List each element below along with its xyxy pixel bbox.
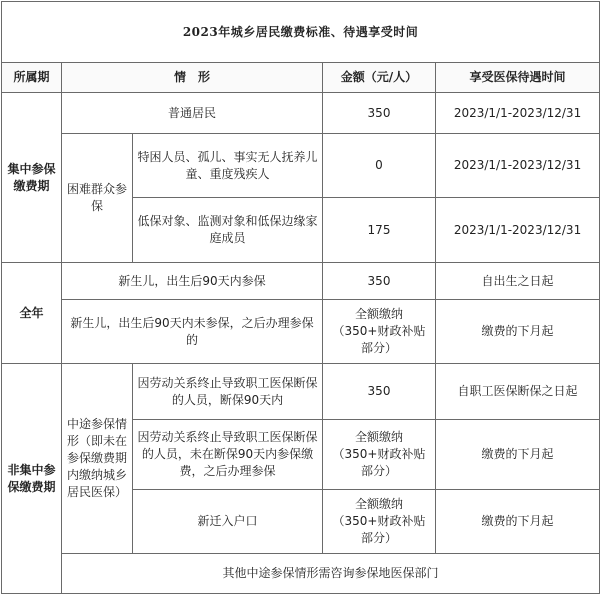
amount-cell: 350: [323, 364, 436, 420]
amount-cell: 0: [323, 134, 436, 198]
fee-standard-document: [1, 1, 599, 599]
period-nonconcentrated: 非集中参保缴费期: [2, 364, 62, 594]
time-cell: 2023/1/1-2023/12/31: [436, 93, 600, 134]
table-row: [2, 364, 600, 420]
amount-cell: 350: [323, 263, 436, 300]
table-row: [2, 134, 600, 198]
situation-cell: 因劳动关系终止导致职工医保断保的人员，未在断保90天内参保缴费，之后办理参保: [133, 420, 323, 490]
time-cell: 缴费的下月起: [436, 300, 600, 364]
time-cell: 缴费的下月起: [436, 420, 600, 490]
table-row: [2, 300, 600, 364]
time-cell: 2023/1/1-2023/12/31: [436, 134, 600, 198]
time-cell: 自出生之日起: [436, 263, 600, 300]
header-row: [2, 63, 600, 93]
other-note: 其他中途参保情形需咨询参保地医保部门: [62, 554, 600, 594]
amount-cell: 全额缴纳（350+财政补贴部分）: [323, 420, 436, 490]
situation-cell: 新生儿，出生后90天内未参保，之后办理参保的: [62, 300, 323, 364]
table-row: [2, 554, 600, 594]
hardship-label: 困难群众参保: [62, 134, 133, 263]
amount-cell: 175: [323, 198, 436, 263]
time-cell: 缴费的下月起: [436, 490, 600, 554]
situation-cell: 新迁入户口: [133, 490, 323, 554]
midway-label: 中途参保情形（即未在参保缴费期内缴纳城乡居民医保）: [62, 364, 133, 554]
table-row: [2, 93, 600, 134]
header-situation: 情 形: [62, 63, 323, 93]
period-fullyear: 全年: [2, 263, 62, 364]
header-time: 享受医保待遇时间: [436, 63, 600, 93]
amount-cell: 全额缴纳（350+财政补贴部分）: [323, 490, 436, 554]
situation-cell: 特困人员、孤儿、事实无人抚养儿童、重度残疾人: [133, 134, 323, 198]
time-cell: 自职工医保断保之日起: [436, 364, 600, 420]
situation-cell: 因劳动关系终止导致职工医保断保的人员，断保90天内: [133, 364, 323, 420]
header-amount: 金额（元/人）: [323, 63, 436, 93]
table-title: 2023年城乡居民缴费标准、待遇享受时间: [2, 2, 600, 63]
title-row: [2, 2, 600, 63]
table-row: [2, 263, 600, 300]
situation-cell: 普通居民: [62, 93, 323, 134]
time-cell: 2023/1/1-2023/12/31: [436, 198, 600, 263]
period-concentrated: 集中参保缴费期: [2, 93, 62, 263]
header-period: 所属期: [2, 63, 62, 93]
situation-cell: 新生儿，出生后90天内参保: [62, 263, 323, 300]
amount-cell: 全额缴纳（350+财政补贴部分）: [323, 300, 436, 364]
situation-cell: 低保对象、监测对象和低保边缘家庭成员: [133, 198, 323, 263]
amount-cell: 350: [323, 93, 436, 134]
fee-standard-table: [1, 1, 600, 594]
